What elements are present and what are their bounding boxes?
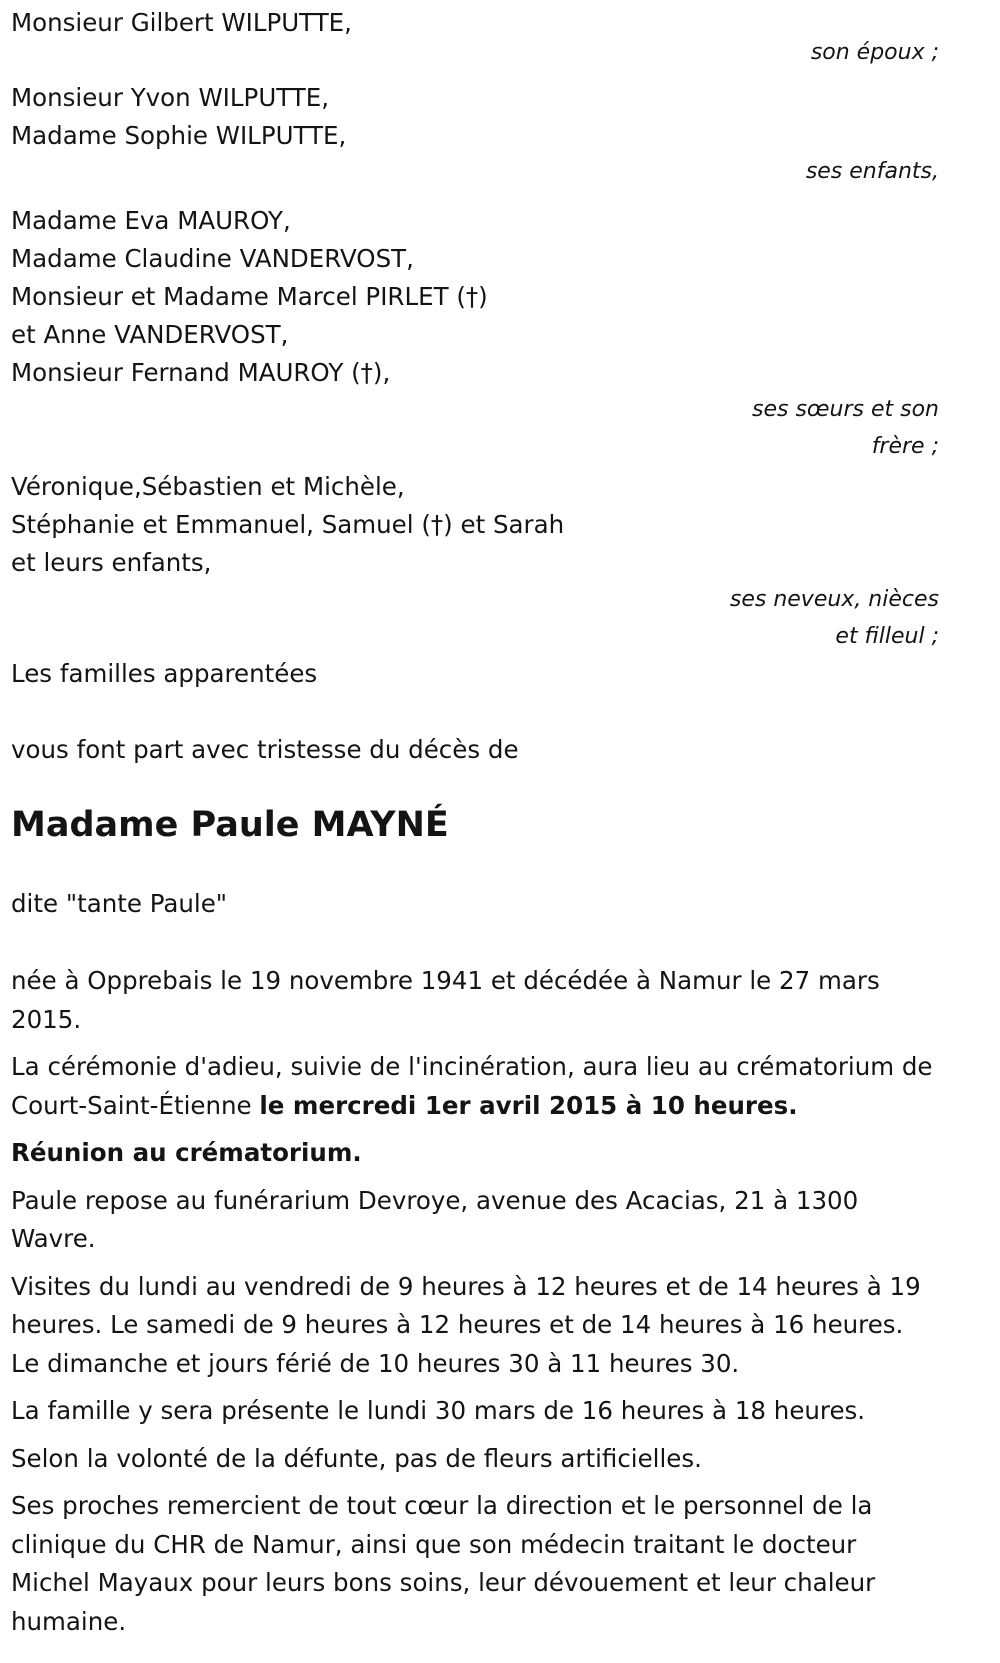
relation-label-line: et filleul ; — [835, 624, 939, 649]
birth-death-text: née à Opprebais le 19 novembre 1941 et décédée à Namur le 27 mars 2015. — [11, 966, 880, 1034]
meeting-label: Réunion au crématorium. — [11, 1138, 362, 1167]
family-member-name: Monsieur et Madame Marcel PIRLET (†) — [11, 282, 488, 311]
relation-label — [11, 581, 939, 655]
ceremony-text — [11, 1048, 939, 1125]
family-member-name: Madame Sophie WILPUTTE, — [11, 121, 347, 150]
visits-text: Visites du lundi au vendredi de 9 heures à 12 heures et de 14 heures à 19 heures. Le samedi de 9 heures à 12 heures et de 14 heures à 16 heures. Le dimanche et jours férié de 10 heures 30 à 11 heures 30. — [11, 1271, 921, 1378]
family-group-children — [11, 79, 939, 190]
announcement-text: vous font part avec tristesse du décès de — [11, 735, 519, 764]
ceremony-location: La cérémonie d'adieu, suivie de l'incinération, aura lieu au crématorium de Court-Saint-Étienne — [11, 1052, 933, 1120]
flowers-text: Selon la volonté de la défunte, pas de fleurs artificielles. — [11, 1443, 702, 1473]
thanks-text: Ses proches remercient de tout cœur la direction et le personnel de la clinique du CHR de Namur, ainsi que son médecin traitant le docteur Michel Mayaux pour leurs bons soins, leur dévouement et leur chaleur humaine. — [11, 1491, 876, 1636]
rest-location-text: Paule repose au funérarium Devroye, avenue des Acacias, 21 à 1300 Wavre. — [11, 1185, 859, 1253]
family-group-spouse — [11, 4, 939, 71]
family-group-nephews — [11, 468, 939, 655]
family-member-name: Véronique,Sébastien et Michèle, — [11, 472, 405, 501]
family-member-name: Madame Eva MAUROY, — [11, 206, 291, 235]
deceased-name: Madame Paule MAYNÉ — [11, 805, 449, 845]
family-member-name: Monsieur Fernand MAUROY (†), — [11, 358, 391, 387]
obituary-notice — [11, 0, 939, 1650]
ceremony-date: le mercredi 1er avril 2015 à 10 heures. — [259, 1090, 798, 1120]
obituary-body — [11, 962, 939, 1641]
relation-label — [11, 391, 939, 465]
relation-label-line: ses enfants, — [805, 159, 939, 184]
family-group-siblings — [11, 202, 939, 465]
family-member-name: Madame Claudine VANDERVOST, — [11, 244, 414, 273]
nickname: dite "tante Paule" — [11, 889, 228, 918]
family-member-name: Monsieur Yvon WILPUTTE, — [11, 83, 330, 112]
family-member-name: Monsieur Gilbert WILPUTTE, — [11, 8, 352, 37]
family-member-name: et Anne VANDERVOST, — [11, 320, 289, 349]
relation-label-line: ses sœurs et son — [752, 397, 939, 422]
meeting-text — [11, 1134, 939, 1173]
family-presence-text: La famille y sera présente le lundi 30 mars de 16 heures à 18 heures. — [11, 1396, 866, 1425]
relation-label — [11, 153, 939, 190]
family-member-name: et leurs enfants, — [11, 548, 212, 577]
relation-label-line: son époux ; — [810, 40, 939, 65]
relation-label-line: ses neveux, nièces — [729, 587, 939, 612]
relation-label-line: frère ; — [871, 434, 939, 459]
family-member-name: Stéphanie et Emmanuel, Samuel (†) et Sarah — [11, 510, 565, 539]
related-families: Les familles apparentées — [11, 659, 318, 688]
